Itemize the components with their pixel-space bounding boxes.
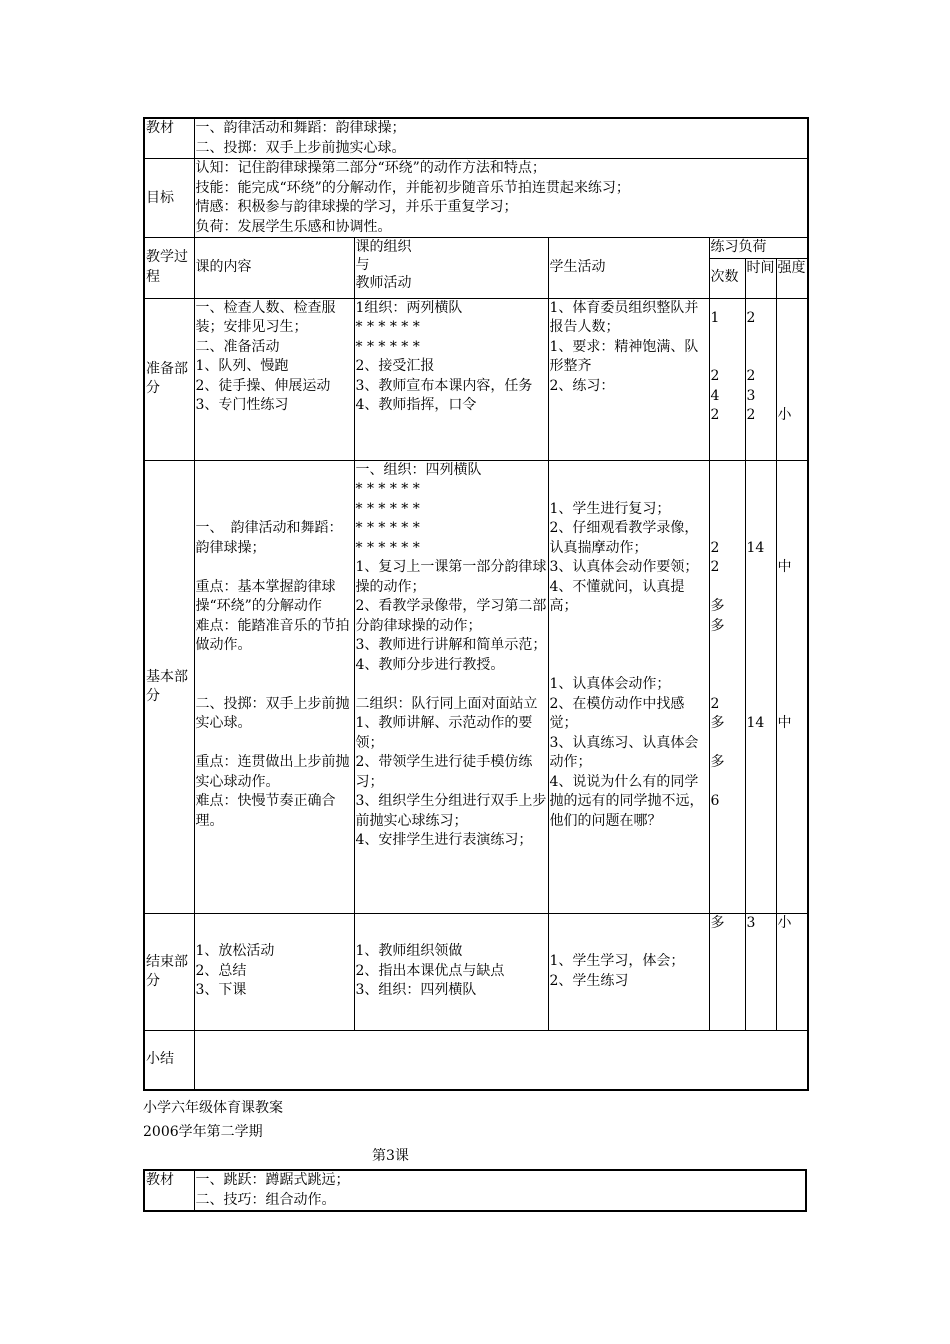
material-line: 二、技巧：组合动作。 xyxy=(195,1191,336,1208)
prep-content: 一、检查人数、检查服装；安排见习生； 二、准备活动 1、队列、慢跑 2、徒手操、伸展运动 3、专门性练习 xyxy=(194,298,354,460)
end-label: 结束部分 xyxy=(144,913,194,1030)
end-count: 多 xyxy=(709,913,745,1030)
lesson2-table xyxy=(143,1169,807,1212)
header-student: 学生活动 xyxy=(548,238,709,299)
lesson2-material-cell xyxy=(194,1170,806,1211)
basic-organization: 一、组织：四列横队 * * * * * * * * * * * * * * * * * * * * * * * * 1、复习上一课第一部分韵律球操的动作； 2、看教学录像带，学习第二部分韵律球操的动作； 3、教师进行讲解和简单示范； 4、教师分步进行教授。 二组织：队行同上面对面站立 1、教师讲解、示范动作的要领； 2、带领学生进行徒手模仿练习； 3、组织学生分组进行双手上步前抛实心球练习； 4、安排学生进行表演练习； xyxy=(354,460,548,913)
material-cell xyxy=(194,118,808,159)
end-intensity: 小 xyxy=(776,913,808,1030)
goal-line: 技能：能完成“环绕”的分解动作，并能初步随音乐节拍连贯起来练习； xyxy=(195,179,630,196)
basic-count: 2 2 多 多 2 多 多 6 xyxy=(709,460,745,913)
prep-organization: 1组织：两列横队 * * * * * * * * * * * * 2、接受汇报 3、教师宣布本课内容，任务 4、教师指挥，口令 xyxy=(354,298,548,460)
basic-row xyxy=(144,460,808,913)
lesson-number: 第3课 xyxy=(372,1148,409,1164)
lesson-plan-table xyxy=(143,117,809,1091)
goal-line: 情感：积极参与韵律球操的学习，并乐于重复学习； xyxy=(195,199,518,215)
basic-content: 一、 韵律活动和舞蹈：韵律球操； 重点：基本掌握韵律球操“环绕”的分解动作 难点：能踏准音乐的节拍做动作。 二、投掷：双手上步前抛实心球。 重点：连贯做出上步前抛实心球动作。 难点：快慢节奏正确合理。 xyxy=(194,460,354,913)
material-line: 一、韵律活动和舞蹈：韵律球操； xyxy=(195,120,406,136)
prep-student: 1、体育委员组织整队并报告人数； 1、要求：精神饱满、队形整齐 2、练习： xyxy=(548,298,709,460)
prep-intensity: 小 xyxy=(776,298,808,460)
header-time: 时间 xyxy=(745,258,776,298)
material-label: 教材 xyxy=(144,118,194,159)
basic-student: 1、学生进行复习； 2、仔细观看教学录像，认真揣摩动作； 3、认真体会动作要领； 4、不懂就问，认真提高； 1、认真体会动作； 2、在模仿动作中找感觉； 3、认真练习、认真体会动作； 4、说说为什么有的同学抛的远有的同学抛不远，他们的问题在哪？ xyxy=(548,460,709,913)
doc-title: 小学六年级体育课教案 xyxy=(143,1100,283,1116)
material-row xyxy=(144,118,808,159)
header-load: 练习负荷 xyxy=(709,238,808,259)
basic-label: 基本部分 xyxy=(144,460,194,913)
prep-label: 准备部分 xyxy=(144,298,194,460)
basic-time: 14 14 xyxy=(745,460,776,913)
goal-line: 负荷：发展学生乐感和协调性。 xyxy=(195,218,392,235)
lesson2-material-label: 教材 xyxy=(144,1170,194,1211)
header-row xyxy=(144,238,808,259)
basic-intensity: 中 中 xyxy=(776,460,808,913)
header-content: 课的内容 xyxy=(194,238,354,299)
prep-time: 2 2 3 2 xyxy=(745,298,776,460)
end-time: 3 xyxy=(745,913,776,1030)
material-line: 一、跳跃：蹲踞式跳远； xyxy=(195,1172,350,1188)
lesson2-material-row xyxy=(144,1170,806,1211)
summary-row xyxy=(144,1030,808,1090)
header-organization: 课的组织 与 教师活动 xyxy=(354,238,548,299)
summary-cell xyxy=(194,1030,808,1090)
end-content: 1、放松活动 2、总结 3、下课 xyxy=(194,913,354,1030)
school-term: 2006学年第二学期 xyxy=(143,1124,263,1140)
header-intensity: 强度 xyxy=(776,258,808,298)
goal-cell xyxy=(194,159,808,238)
goal-row xyxy=(144,159,808,238)
end-row xyxy=(144,913,808,1030)
goal-line: 认知：记住韵律球操第二部分“环绕”的动作方法和特点； xyxy=(195,160,546,176)
material-line: 二、投掷：双手上步前抛实心球。 xyxy=(195,139,406,156)
end-student: 1、学生学习，体会； 2、学生练习 xyxy=(548,913,709,1030)
header-count: 次数 xyxy=(709,258,745,298)
header-process: 教学过程 xyxy=(144,238,194,299)
prep-count: 1 2 4 2 xyxy=(709,298,745,460)
summary-label: 小结 xyxy=(144,1030,194,1090)
end-organization: 1、教师组织领做 2、指出本课优点与缺点 3、组织：四列横队 xyxy=(354,913,548,1030)
goal-label: 目标 xyxy=(144,159,194,238)
prep-row xyxy=(144,298,808,460)
